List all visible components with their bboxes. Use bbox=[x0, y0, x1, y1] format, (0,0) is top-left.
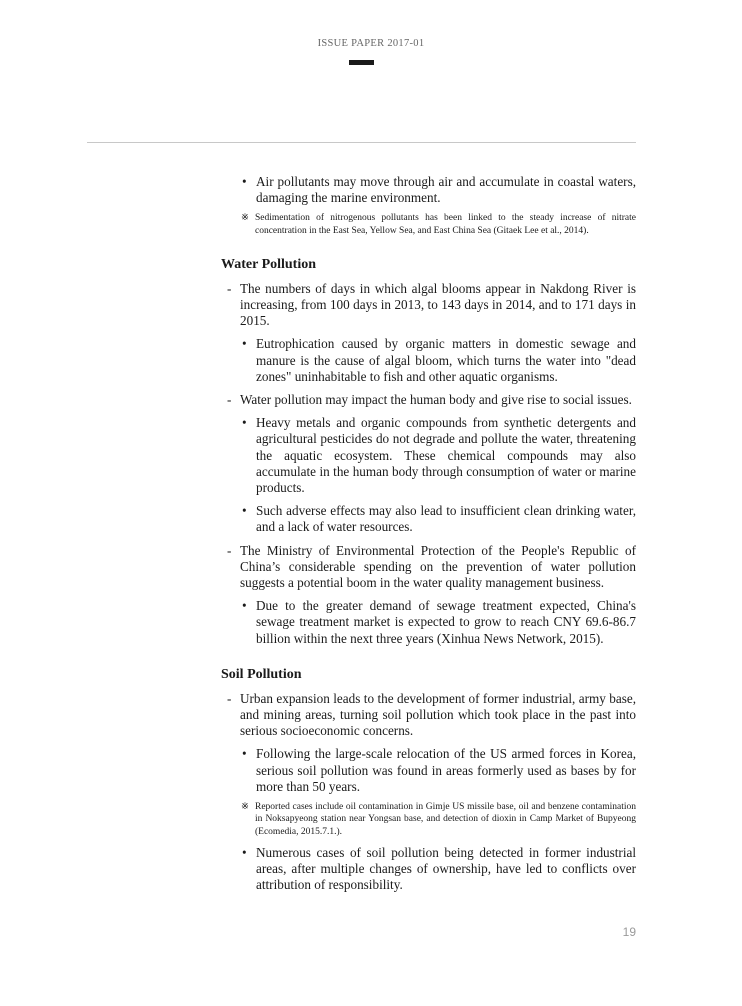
dash-marker: - bbox=[227, 690, 232, 706]
water-bullet-heavy-metals bbox=[221, 415, 636, 496]
header-accent-bar bbox=[349, 60, 374, 65]
dash-text: Water pollution may impact the human body and give rise to social issues. bbox=[240, 392, 632, 408]
dash-marker: - bbox=[227, 280, 232, 296]
page-content bbox=[221, 174, 636, 900]
bullet-marker: • bbox=[242, 415, 247, 431]
water-bullet-drinking-water bbox=[221, 503, 636, 535]
soil-bullet-us-forces bbox=[221, 746, 636, 795]
bullet-marker: • bbox=[242, 174, 247, 189]
soil-note-reported-cases bbox=[221, 801, 636, 838]
bullet-text: Following the large-scale relocation of the US armed forces in Korea, serious soil pollution was found in areas formerly used as bases by for more than 50 years. bbox=[256, 746, 636, 794]
bullet-text: Air pollutants may move through air and accumulate in coastal waters, damaging the marine environment. bbox=[256, 174, 636, 206]
bullet-text: Heavy metals and organic compounds from synthetic detergents and agricultural pesticides do not degrade and pollute the water, threatening the aquatic ecosystem. These chemical compounds may also accumulate in the human body through consumption of water or marine products. bbox=[256, 415, 636, 496]
note-text: Reported cases include oil contamination in Gimje US missile base, oil and benzene contamination in Noksapyeong station near Yongsan base, and detection of dioxin in Camp Market of Bupyeong (Ecomedia, 2015.7.1.). bbox=[255, 802, 636, 837]
dash-text: The Ministry of Environmental Protection of the People's Republic of China’s considerable spending on the prevention of water pollution suggests a potential boom in the water quality management business. bbox=[240, 542, 636, 591]
page-number: 19 bbox=[622, 925, 636, 939]
header-divider bbox=[87, 142, 636, 143]
page-header-title: ISSUE PAPER 2017-01 bbox=[317, 38, 425, 49]
note-marker: ※ bbox=[241, 802, 249, 813]
dash-marker: - bbox=[227, 542, 232, 558]
bullet-text: Due to the greater demand of sewage treatment expected, China's sewage treatment market is expected to grow to reach CNY 69.6-86.7 billion within the next three years (Xinhua News Network, 2015). bbox=[256, 598, 636, 646]
intro-note-sedimentation bbox=[221, 212, 636, 236]
note-marker: ※ bbox=[241, 213, 249, 224]
water-dash-algal-blooms bbox=[221, 281, 636, 330]
bullet-marker: • bbox=[242, 503, 247, 519]
bullet-marker: • bbox=[242, 844, 247, 860]
intro-bullet-air-pollutants bbox=[221, 174, 636, 206]
section-heading-soil-pollution: Soil Pollution bbox=[221, 666, 302, 682]
soil-dash-urban-expansion bbox=[221, 691, 636, 740]
water-bullet-sewage-market bbox=[221, 598, 636, 647]
bullet-marker: • bbox=[242, 746, 247, 762]
bullet-marker: • bbox=[242, 598, 247, 614]
bullet-text: Such adverse effects may also lead to insufficient clean drinking water, and a lack of water resources. bbox=[256, 503, 636, 535]
water-bullet-eutrophication bbox=[221, 336, 636, 385]
dash-text: Urban expansion leads to the development of former industrial, army base, and mining areas, turning soil pollution which took place in the past into serious socioeconomic concerns. bbox=[240, 690, 636, 739]
dash-marker: - bbox=[227, 392, 232, 408]
water-dash-human-body bbox=[221, 392, 636, 408]
water-dash-china-ministry bbox=[221, 543, 636, 592]
section-heading-water-pollution: Water Pollution bbox=[221, 256, 317, 272]
bullet-text: Eutrophication caused by organic matters in domestic sewage and manure is the cause of algal bloom, which turns the water into "dead zones" uninhabitable to fish and other aquatic organisms. bbox=[256, 336, 636, 384]
dash-text: The numbers of days in which algal blooms appear in Nakdong River is increasing, from 100 days in 2013, to 143 days in 2014, and to 171 days in 2015. bbox=[240, 280, 636, 329]
soil-bullet-ownership-conflicts bbox=[221, 845, 636, 894]
bullet-marker: • bbox=[242, 336, 247, 352]
bullet-text: Numerous cases of soil pollution being detected in former industrial areas, after multiple changes of ownership, have led to conflicts over attribution of responsibility. bbox=[256, 844, 636, 893]
note-text: Sedimentation of nitrogenous pollutants has been linked to the steady increase of nitrate concentration in the East Sea, Yellow Sea, and East China Sea (Gitaek Lee et al., 2014). bbox=[255, 213, 636, 236]
